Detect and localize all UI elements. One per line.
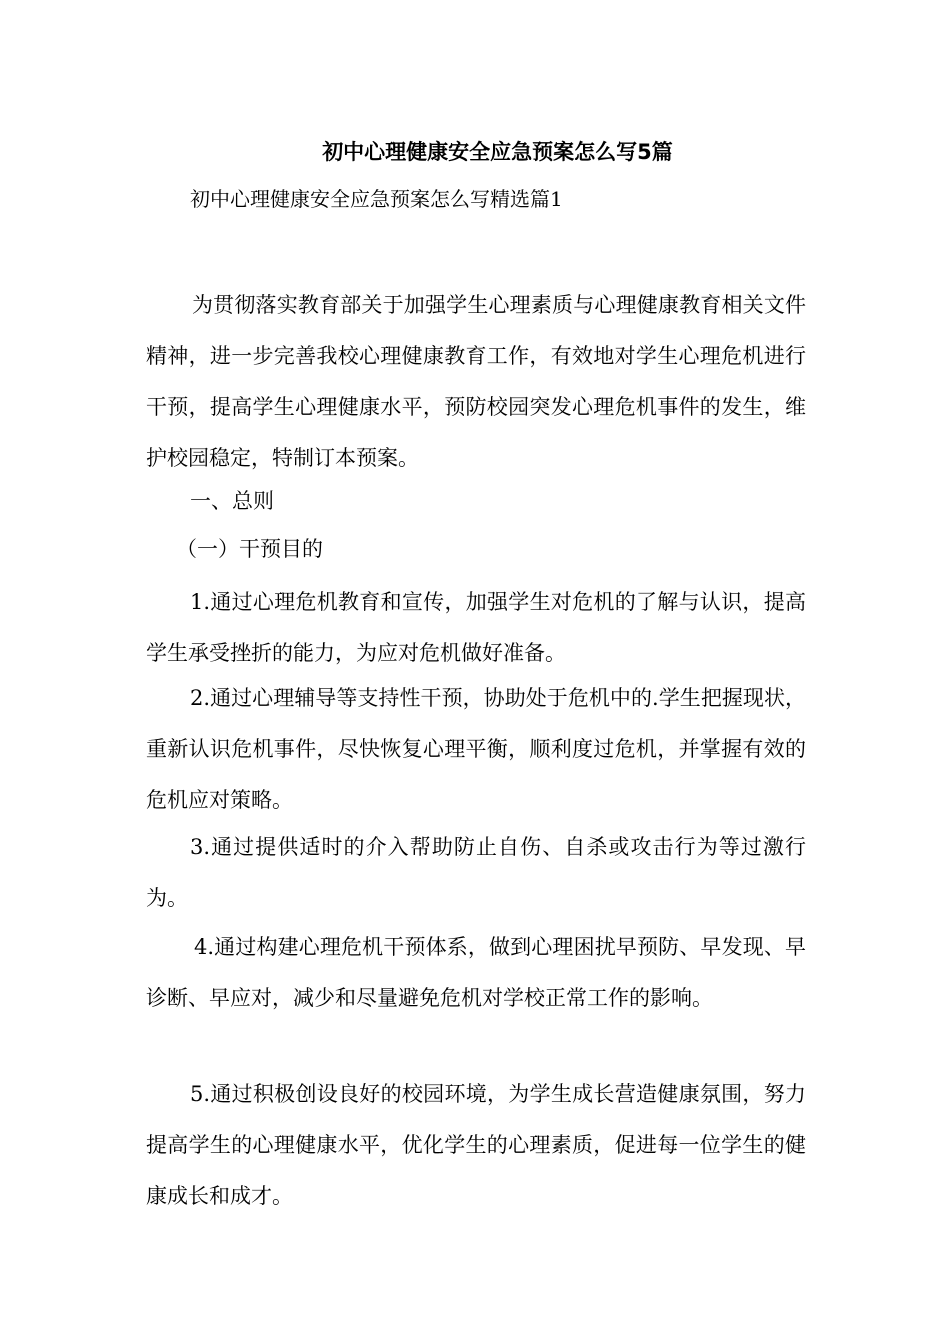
section-subtitle: 初中心理健康安全应急预案怎么写精选篇1 [190,187,563,211]
paragraph-item-5: 5.通过积极创设良好的校园环境，为学生成长营造健康氛围，努力提高学生的心理健康水平，优化学生的心理素质，促进每一位学生的健康成长和成才。 [146,1082,806,1208]
paragraph-item-2: 2.通过心理辅导等支持性干预，协助处于危机中的.学生把握现状，重新认识危机事件，尽快恢复心理平衡，顺利度过危机，并掌握有效的危机应对策略。 [146,686,806,812]
paragraph-item-4: 4.通过构建心理危机干预体系，做到心理困扰早预防、早发现、早诊断、早应对，减少和尽量避免危机对学校正常工作的影响。 [146,935,806,1010]
document-title: 初中心理健康安全应急预案怎么写5篇 [322,140,673,164]
paragraph-item-3: 3.通过提供适时的介入帮助防止自伤、自杀或攻击行为等过激行为。 [146,835,806,910]
paragraph-intro: 为贯彻落实教育部关于加强学生心理素质与心理健康教育相关文件精神，进一步完善我校心理健康教育工作，有效地对学生心理危机进行干预，提高学生心理健康水平，预防校园突发心理危机事件的发生，维护校园稳定，特制订本预案。 [146,293,806,470]
paragraph-item-1: 1.通过心理危机教育和宣传，加强学生对危机的了解与认识，提高学生承受挫折的能力，为应对危机做好准备。 [146,590,806,665]
heading-general-principles: 一、总则 [190,489,274,513]
heading-intervention-purpose: （一）干预目的 [176,537,323,561]
